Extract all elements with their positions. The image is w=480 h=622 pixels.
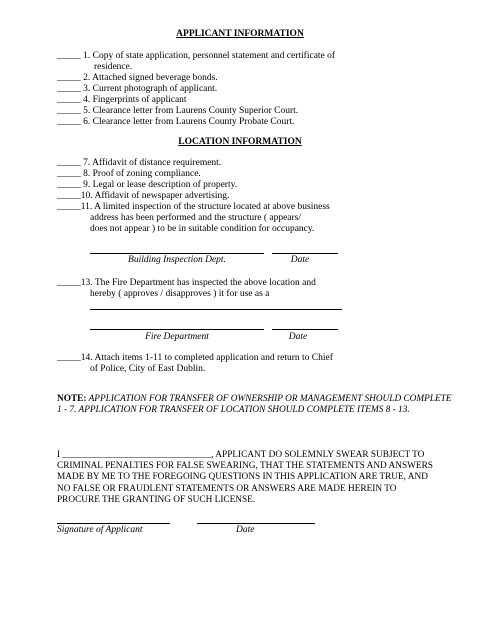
item-11-continuation-2: does not appear ) to be in suitable condition for occupancy. <box>90 224 315 234</box>
item-8: _____ 8. Proof of zoning compliance. <box>57 169 201 179</box>
item-1-continuation: residence. <box>94 62 133 72</box>
building-inspection-date-caption: Date <box>290 255 310 265</box>
building-inspection-caption: Building Inspection Dept. <box>128 255 226 265</box>
item-2: _____ 2. Attached signed beverage bonds. <box>57 73 218 83</box>
fire-use-line[interactable] <box>90 309 342 310</box>
fire-department-date-caption: Date <box>288 332 308 342</box>
applicant-signature-line[interactable] <box>57 523 170 524</box>
item-14: _____14. Attach items 1-11 to completed application and return to Chief <box>57 353 333 363</box>
item-5: _____ 5. Clearance letter from Laurens County Superior Court. <box>57 106 299 116</box>
item-4: _____ 4. Fingerprints of applicant <box>57 95 187 105</box>
fire-department-date-line[interactable] <box>272 329 338 330</box>
item-13-continuation: hereby ( approves / disapproves ) it for use as a <box>90 289 270 299</box>
item-1: _____ 1. Copy of state application, personnel statement and certificate of <box>57 51 336 61</box>
item-7: _____ 7. Affidavit of distance requirement. <box>57 158 222 168</box>
item-11-continuation-1: address has been performed and the structure ( appears/ <box>90 213 302 223</box>
fire-department-caption: Fire Department <box>145 332 209 342</box>
oath-paragraph: I ________________________________, APPLICANT DO SOLEMNLY SWEAR SUBJECT TO CRIMINAL PENALTIES FOR FALSE SWEARING, THAT THE STATEMENTS AND ANSWERS MADE BY ME TO THE FOREGOING QUESTIONS IN THIS APPLICATION ARE TRUE, AND NO FALSE OR FRAUDLENT STATEMENTS OR ANSWERS ARE MADE HEREIN TO PROCURE THE GRANTING OF SUCH LICENSE. <box>57 450 433 505</box>
building-inspection-date-line[interactable] <box>272 253 338 254</box>
applicant-signature-caption: Signature of Applicant <box>57 525 143 535</box>
applicant-information-heading: APPLICANT INFORMATION <box>176 29 304 39</box>
note-label: NOTE: <box>57 394 87 404</box>
note-text: APPLICATION FOR TRANSFER OF OWNERSHIP OR MANAGEMENT SHOULD COMPLETE 1 - 7. APPLICATION FOR TRANSFER OF LOCATION SHOULD COMPLETE ITEMS 8 - 13. <box>57 394 452 415</box>
item-6: _____ 6. Clearance letter from Laurens County Probate Court. <box>57 117 295 127</box>
item-13: _____13. The Fire Department has inspected the above location and <box>57 278 316 288</box>
applicant-date-line[interactable] <box>197 523 315 524</box>
item-14-continuation: of Police, City of East Dublin. <box>90 364 206 374</box>
item-11: _____11. A limited inspection of the structure located at above business <box>57 202 330 212</box>
item-3: _____ 3. Current photograph of applicant. <box>57 84 218 94</box>
building-inspection-signature-line[interactable] <box>90 253 264 254</box>
item-10: _____10. Affidavit of newspaper advertising. <box>57 191 230 201</box>
item-9: _____ 9. Legal or lease description of property. <box>57 180 238 190</box>
fire-department-signature-line[interactable] <box>90 329 264 330</box>
note-paragraph <box>57 394 457 416</box>
applicant-date-caption: Date <box>236 525 255 535</box>
location-information-heading: LOCATION INFORMATION <box>178 137 302 147</box>
